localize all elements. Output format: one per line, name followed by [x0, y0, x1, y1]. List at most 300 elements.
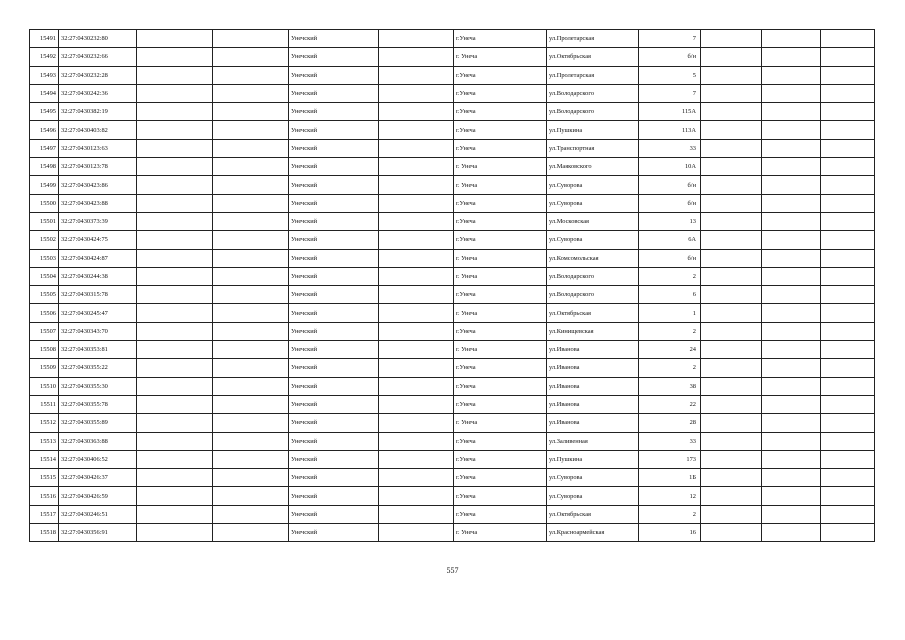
- town-cell: г.Унеча: [454, 103, 547, 121]
- street-cell: ул.Суворова: [547, 194, 639, 212]
- row-number-cell: 15512: [30, 414, 59, 432]
- street-cell: ул.Иванова: [547, 395, 639, 413]
- empty-cell: [821, 212, 875, 230]
- empty-cell: [821, 194, 875, 212]
- empty-cell: [821, 487, 875, 505]
- empty-cell: [137, 158, 213, 176]
- empty-cell: [762, 524, 821, 542]
- empty-cell: [379, 249, 454, 267]
- cadastral-number-cell: 32:27:0430343:70: [59, 322, 137, 340]
- district-cell: Унечский: [289, 322, 379, 340]
- empty-cell: [137, 304, 213, 322]
- empty-cell: [213, 30, 289, 48]
- empty-cell: [701, 267, 762, 285]
- empty-cell: [821, 267, 875, 285]
- empty-cell: [213, 341, 289, 359]
- town-cell: г.Унеча: [454, 30, 547, 48]
- empty-cell: [137, 30, 213, 48]
- house-number-cell: 12: [639, 487, 701, 505]
- empty-cell: [821, 432, 875, 450]
- street-cell: ул.Пролетарская: [547, 30, 639, 48]
- empty-cell: [701, 505, 762, 523]
- district-cell: Унечский: [289, 139, 379, 157]
- street-cell: ул.Заливенная: [547, 432, 639, 450]
- house-number-cell: б/н: [639, 48, 701, 66]
- empty-cell: [821, 304, 875, 322]
- empty-cell: [213, 304, 289, 322]
- street-cell: ул.Красноармейская: [547, 524, 639, 542]
- row-number-cell: 15514: [30, 450, 59, 468]
- empty-cell: [213, 212, 289, 230]
- street-cell: ул.Иванова: [547, 341, 639, 359]
- empty-cell: [213, 84, 289, 102]
- town-cell: г.Унеча: [454, 194, 547, 212]
- empty-cell: [379, 121, 454, 139]
- cadastral-number-cell: 32:27:0430353:81: [59, 341, 137, 359]
- empty-cell: [213, 322, 289, 340]
- cadastral-number-cell: 32:27:0430424:87: [59, 249, 137, 267]
- town-cell: г.Унеча: [454, 395, 547, 413]
- empty-cell: [137, 432, 213, 450]
- empty-cell: [821, 249, 875, 267]
- empty-cell: [213, 249, 289, 267]
- row-number-cell: 15505: [30, 286, 59, 304]
- empty-cell: [701, 341, 762, 359]
- empty-cell: [762, 414, 821, 432]
- table-row: [30, 194, 875, 212]
- empty-cell: [762, 66, 821, 84]
- street-cell: ул.Пушкина: [547, 121, 639, 139]
- empty-cell: [762, 48, 821, 66]
- house-number-cell: 33: [639, 139, 701, 157]
- cadastral-number-cell: 32:27:0430315:78: [59, 286, 137, 304]
- cadastral-number-cell: 32:27:0430403:82: [59, 121, 137, 139]
- table-row: [30, 249, 875, 267]
- house-number-cell: 7: [639, 30, 701, 48]
- town-cell: г.Унеча: [454, 121, 547, 139]
- empty-cell: [379, 359, 454, 377]
- house-number-cell: 16: [639, 524, 701, 542]
- table-row: [30, 30, 875, 48]
- empty-cell: [137, 212, 213, 230]
- cadastral-number-cell: 32:27:0430355:30: [59, 377, 137, 395]
- table-row: [30, 48, 875, 66]
- row-number-cell: 15508: [30, 341, 59, 359]
- empty-cell: [213, 377, 289, 395]
- cadastral-number-cell: 32:27:0430356:91: [59, 524, 137, 542]
- row-number-cell: 15517: [30, 505, 59, 523]
- empty-cell: [762, 450, 821, 468]
- district-cell: Унечский: [289, 48, 379, 66]
- cadastral-number-cell: 32:27:0430123:63: [59, 139, 137, 157]
- empty-cell: [821, 395, 875, 413]
- empty-cell: [137, 487, 213, 505]
- empty-cell: [701, 158, 762, 176]
- empty-cell: [379, 322, 454, 340]
- street-cell: ул.Транспортная: [547, 139, 639, 157]
- empty-cell: [379, 158, 454, 176]
- row-number-cell: 15516: [30, 487, 59, 505]
- row-number-cell: 15507: [30, 322, 59, 340]
- district-cell: Унечский: [289, 377, 379, 395]
- empty-cell: [213, 267, 289, 285]
- row-number-cell: 15493: [30, 66, 59, 84]
- table-row: [30, 487, 875, 505]
- row-number-cell: 15494: [30, 84, 59, 102]
- empty-cell: [701, 359, 762, 377]
- empty-cell: [213, 48, 289, 66]
- house-number-cell: 2: [639, 322, 701, 340]
- empty-cell: [213, 176, 289, 194]
- empty-cell: [379, 66, 454, 84]
- row-number-cell: 15502: [30, 231, 59, 249]
- table-row: [30, 359, 875, 377]
- empty-cell: [701, 377, 762, 395]
- street-cell: ул.Володарского: [547, 267, 639, 285]
- house-number-cell: б/н: [639, 194, 701, 212]
- district-cell: Унечский: [289, 286, 379, 304]
- house-number-cell: 10А: [639, 158, 701, 176]
- table-body: [30, 30, 875, 542]
- house-number-cell: 6: [639, 286, 701, 304]
- row-number-cell: 15497: [30, 139, 59, 157]
- page-number: 557: [446, 566, 459, 575]
- empty-cell: [701, 103, 762, 121]
- cadastral-number-cell: 32:27:0430355:22: [59, 359, 137, 377]
- table-row: [30, 524, 875, 542]
- empty-cell: [821, 176, 875, 194]
- empty-cell: [762, 487, 821, 505]
- empty-cell: [821, 30, 875, 48]
- row-number-cell: 15492: [30, 48, 59, 66]
- table-row: [30, 212, 875, 230]
- house-number-cell: 28: [639, 414, 701, 432]
- empty-cell: [137, 103, 213, 121]
- table-row: [30, 286, 875, 304]
- empty-cell: [701, 66, 762, 84]
- empty-cell: [762, 84, 821, 102]
- house-number-cell: 5: [639, 66, 701, 84]
- town-cell: г.Унеча: [454, 66, 547, 84]
- cadastral-number-cell: 32:27:0430232:66: [59, 48, 137, 66]
- table-row: [30, 304, 875, 322]
- empty-cell: [213, 432, 289, 450]
- empty-cell: [821, 66, 875, 84]
- empty-cell: [701, 139, 762, 157]
- cadastral-number-cell: 32:27:0430423:86: [59, 176, 137, 194]
- town-cell: г.Унеча: [454, 286, 547, 304]
- town-cell: г. Унеча: [454, 304, 547, 322]
- table-row: [30, 103, 875, 121]
- house-number-cell: 113А: [639, 121, 701, 139]
- empty-cell: [213, 194, 289, 212]
- cadastral-number-cell: 32:27:0430373:39: [59, 212, 137, 230]
- empty-cell: [137, 176, 213, 194]
- street-cell: ул.Володарского: [547, 103, 639, 121]
- empty-cell: [701, 524, 762, 542]
- house-number-cell: 22: [639, 395, 701, 413]
- empty-cell: [379, 377, 454, 395]
- empty-cell: [821, 103, 875, 121]
- district-cell: Унечский: [289, 231, 379, 249]
- town-cell: г. Унеча: [454, 176, 547, 194]
- district-cell: Унечский: [289, 30, 379, 48]
- empty-cell: [821, 48, 875, 66]
- town-cell: г.Унеча: [454, 432, 547, 450]
- row-number-cell: 15491: [30, 30, 59, 48]
- table-row: [30, 231, 875, 249]
- empty-cell: [379, 395, 454, 413]
- cadastral-number-cell: 32:27:0430355:78: [59, 395, 137, 413]
- empty-cell: [701, 322, 762, 340]
- district-cell: Унечский: [289, 249, 379, 267]
- house-number-cell: б/н: [639, 176, 701, 194]
- town-cell: г. Унеча: [454, 249, 547, 267]
- empty-cell: [379, 212, 454, 230]
- street-cell: ул.Суворова: [547, 231, 639, 249]
- empty-cell: [701, 487, 762, 505]
- empty-cell: [137, 48, 213, 66]
- street-cell: ул.Октябрьская: [547, 505, 639, 523]
- empty-cell: [137, 121, 213, 139]
- town-cell: г.Унеча: [454, 84, 547, 102]
- row-number-cell: 15509: [30, 359, 59, 377]
- house-number-cell: 38: [639, 377, 701, 395]
- cadastral-number-cell: 32:27:0430244:38: [59, 267, 137, 285]
- table-row: [30, 450, 875, 468]
- empty-cell: [701, 84, 762, 102]
- empty-cell: [762, 176, 821, 194]
- empty-cell: [701, 395, 762, 413]
- empty-cell: [137, 322, 213, 340]
- district-cell: Унечский: [289, 304, 379, 322]
- table-row: [30, 84, 875, 102]
- district-cell: Унечский: [289, 84, 379, 102]
- empty-cell: [379, 30, 454, 48]
- table-row: [30, 322, 875, 340]
- town-cell: г.Унеча: [454, 139, 547, 157]
- empty-cell: [701, 194, 762, 212]
- empty-cell: [379, 341, 454, 359]
- empty-cell: [379, 414, 454, 432]
- empty-cell: [762, 249, 821, 267]
- table-row: [30, 158, 875, 176]
- row-number-cell: 15518: [30, 524, 59, 542]
- empty-cell: [762, 231, 821, 249]
- table-row: [30, 176, 875, 194]
- street-cell: ул.Московская: [547, 212, 639, 230]
- empty-cell: [762, 469, 821, 487]
- town-cell: г. Унеча: [454, 341, 547, 359]
- empty-cell: [762, 395, 821, 413]
- district-cell: Унечский: [289, 450, 379, 468]
- table-row: [30, 505, 875, 523]
- house-number-cell: 33: [639, 432, 701, 450]
- empty-cell: [213, 66, 289, 84]
- empty-cell: [379, 176, 454, 194]
- empty-cell: [762, 121, 821, 139]
- empty-cell: [821, 322, 875, 340]
- cadastral-number-cell: 32:27:0430232:80: [59, 30, 137, 48]
- empty-cell: [379, 48, 454, 66]
- empty-cell: [701, 286, 762, 304]
- house-number-cell: 7: [639, 84, 701, 102]
- district-cell: Унечский: [289, 414, 379, 432]
- empty-cell: [379, 139, 454, 157]
- row-number-cell: 15500: [30, 194, 59, 212]
- house-number-cell: 2: [639, 505, 701, 523]
- empty-cell: [821, 359, 875, 377]
- cadastral-number-cell: 32:27:0430426:59: [59, 487, 137, 505]
- district-cell: Унечский: [289, 487, 379, 505]
- empty-cell: [137, 249, 213, 267]
- street-cell: ул.Иванова: [547, 359, 639, 377]
- district-cell: Унечский: [289, 176, 379, 194]
- street-cell: ул.Володарского: [547, 286, 639, 304]
- empty-cell: [762, 286, 821, 304]
- cadastral-number-cell: 32:27:0430246:51: [59, 505, 137, 523]
- house-number-cell: 24: [639, 341, 701, 359]
- empty-cell: [821, 469, 875, 487]
- empty-cell: [137, 231, 213, 249]
- cadastral-number-cell: 32:27:0430423:88: [59, 194, 137, 212]
- empty-cell: [762, 194, 821, 212]
- street-cell: ул.Октябрьская: [547, 304, 639, 322]
- row-number-cell: 15495: [30, 103, 59, 121]
- row-number-cell: 15506: [30, 304, 59, 322]
- row-number-cell: 15511: [30, 395, 59, 413]
- empty-cell: [821, 377, 875, 395]
- cadastral-number-cell: 32:27:0430363:88: [59, 432, 137, 450]
- cadastral-number-cell: 32:27:0430406:52: [59, 450, 137, 468]
- empty-cell: [701, 212, 762, 230]
- table-row: [30, 469, 875, 487]
- row-number-cell: 15499: [30, 176, 59, 194]
- cadastral-number-cell: 32:27:0430245:47: [59, 304, 137, 322]
- street-cell: ул.Иванова: [547, 377, 639, 395]
- table-row: [30, 66, 875, 84]
- town-cell: г.Унеча: [454, 231, 547, 249]
- town-cell: г.Унеча: [454, 359, 547, 377]
- empty-cell: [701, 231, 762, 249]
- house-number-cell: 13: [639, 212, 701, 230]
- town-cell: г. Унеча: [454, 267, 547, 285]
- district-cell: Унечский: [289, 158, 379, 176]
- town-cell: г. Унеча: [454, 158, 547, 176]
- street-cell: ул.Пролетарская: [547, 66, 639, 84]
- empty-cell: [137, 84, 213, 102]
- district-cell: Унечский: [289, 341, 379, 359]
- empty-cell: [762, 212, 821, 230]
- empty-cell: [137, 267, 213, 285]
- house-number-cell: б/н: [639, 249, 701, 267]
- empty-cell: [137, 469, 213, 487]
- empty-cell: [213, 395, 289, 413]
- town-cell: г.Унеча: [454, 450, 547, 468]
- row-number-cell: 15496: [30, 121, 59, 139]
- empty-cell: [762, 158, 821, 176]
- cadastral-number-cell: 32:27:0430242:36: [59, 84, 137, 102]
- empty-cell: [137, 450, 213, 468]
- empty-cell: [762, 432, 821, 450]
- empty-cell: [213, 505, 289, 523]
- house-number-cell: 6А: [639, 231, 701, 249]
- row-number-cell: 15503: [30, 249, 59, 267]
- street-cell: ул.Иванова: [547, 414, 639, 432]
- row-number-cell: 15501: [30, 212, 59, 230]
- district-cell: Унечский: [289, 66, 379, 84]
- empty-cell: [701, 432, 762, 450]
- empty-cell: [821, 158, 875, 176]
- empty-cell: [379, 194, 454, 212]
- town-cell: г. Унеча: [454, 414, 547, 432]
- house-number-cell: 1Б: [639, 469, 701, 487]
- cadastral-number-cell: 32:27:0430382:19: [59, 103, 137, 121]
- street-cell: ул.Володарского: [547, 84, 639, 102]
- empty-cell: [379, 487, 454, 505]
- empty-cell: [821, 414, 875, 432]
- district-cell: Унечский: [289, 432, 379, 450]
- empty-cell: [821, 341, 875, 359]
- empty-cell: [821, 231, 875, 249]
- empty-cell: [379, 432, 454, 450]
- town-cell: г.Унеча: [454, 505, 547, 523]
- table-row: [30, 377, 875, 395]
- district-cell: Унечский: [289, 469, 379, 487]
- cadastral-number-cell: 32:27:0430355:89: [59, 414, 137, 432]
- empty-cell: [701, 450, 762, 468]
- empty-cell: [137, 414, 213, 432]
- empty-cell: [762, 505, 821, 523]
- empty-cell: [701, 48, 762, 66]
- row-number-cell: 15515: [30, 469, 59, 487]
- empty-cell: [137, 377, 213, 395]
- empty-cell: [701, 30, 762, 48]
- empty-cell: [213, 121, 289, 139]
- district-cell: Унечский: [289, 505, 379, 523]
- empty-cell: [213, 487, 289, 505]
- empty-cell: [379, 286, 454, 304]
- street-cell: ул.Кинищевская: [547, 322, 639, 340]
- empty-cell: [379, 304, 454, 322]
- empty-cell: [137, 395, 213, 413]
- house-number-cell: 1: [639, 304, 701, 322]
- empty-cell: [213, 231, 289, 249]
- house-number-cell: 2: [639, 267, 701, 285]
- house-number-cell: 2: [639, 359, 701, 377]
- cadastral-number-cell: 32:27:0430232:28: [59, 66, 137, 84]
- district-cell: Унечский: [289, 524, 379, 542]
- empty-cell: [821, 121, 875, 139]
- district-cell: Унечский: [289, 194, 379, 212]
- empty-cell: [137, 359, 213, 377]
- table-row: [30, 432, 875, 450]
- empty-cell: [762, 359, 821, 377]
- empty-cell: [213, 450, 289, 468]
- district-cell: Унечский: [289, 359, 379, 377]
- table-row: [30, 414, 875, 432]
- row-number-cell: 15510: [30, 377, 59, 395]
- empty-cell: [379, 84, 454, 102]
- town-cell: г.Унеча: [454, 377, 547, 395]
- empty-cell: [762, 304, 821, 322]
- empty-cell: [213, 158, 289, 176]
- empty-cell: [379, 231, 454, 249]
- empty-cell: [213, 524, 289, 542]
- empty-cell: [762, 267, 821, 285]
- street-cell: ул.Суворова: [547, 176, 639, 194]
- town-cell: г.Унеча: [454, 469, 547, 487]
